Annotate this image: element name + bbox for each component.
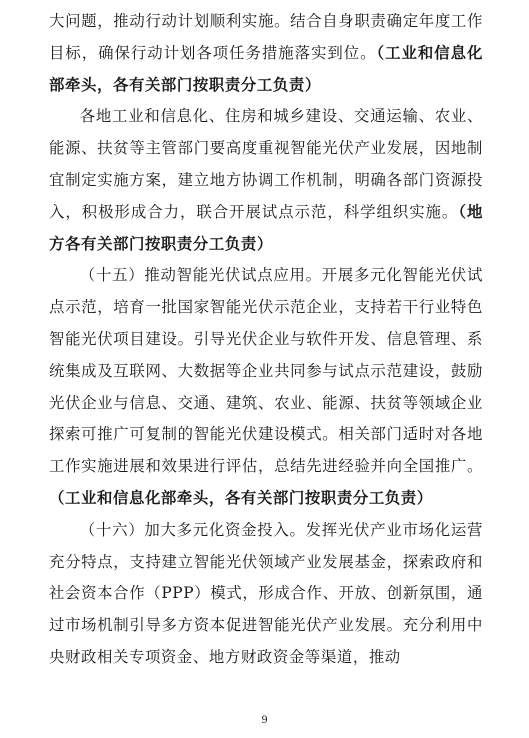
paragraph-3-text: （十五）推动智能光伏试点应用。开展多元化智能光伏试点示范，培育一批国家智能光伏示范企业，支持若干行业特色智能光伏项目建设。引导光伏企业与软件开发、信息管理、系统集成及互联网、大数据等企业共同参与试点示范建设，鼓励光伏企业与信息、交通、建筑、农业、能源、扶贫等领域企业探索可推广可复制的智能光伏建设模式。相关部门适时对各地工作实施进展和效果进行评估，总结先进经验并向全国推广。: [49, 266, 483, 476]
paragraph-4: [49, 515, 483, 674]
paragraph-1-responsibility: （工业和信息化部牵头，各有关部门按职责分工负责）: [49, 43, 483, 94]
paragraph-1: [49, 6, 483, 101]
paragraph-2: [49, 101, 483, 260]
paragraph-2-responsibility: （地方各有关部门按职责分工负责）: [49, 202, 483, 253]
paragraph-2-text: 各地工业和信息化、住房和城乡建设、交通运输、农业、能源、扶贫等主管部门要高度重视智能光伏产业发展，因地制宜制定实施方案，建立地方协调工作机制，明确各部门资源投入，积极形成合力，联合开展试点示范，科学组织实施。: [49, 107, 483, 221]
paragraph-4-text: （十六）加大多元化资金投入。发挥光伏产业市场化运营充分特点，支持建立智能光伏领域产业发展基金，探索政府和社会资本合作（PPP）模式，形成合作、开放、创新氛围，通过市场机制引导多方资本促进智能光伏产业发展。充分利用中央财政相关专项资金、地方财政资金等渠道，推动: [49, 520, 483, 666]
page-number: 9: [261, 715, 268, 726]
paragraph-3: [49, 260, 483, 514]
paragraph-1-text: 大问题，推动行动计划顺利实施。结合自身职责确定年度工作目标，确保行动计划各项任务措施落实到位。: [49, 12, 483, 62]
document-body: [49, 6, 483, 674]
paragraph-3-responsibility: （工业和信息化部牵头，各有关部门按职责分工负责）: [49, 488, 433, 507]
